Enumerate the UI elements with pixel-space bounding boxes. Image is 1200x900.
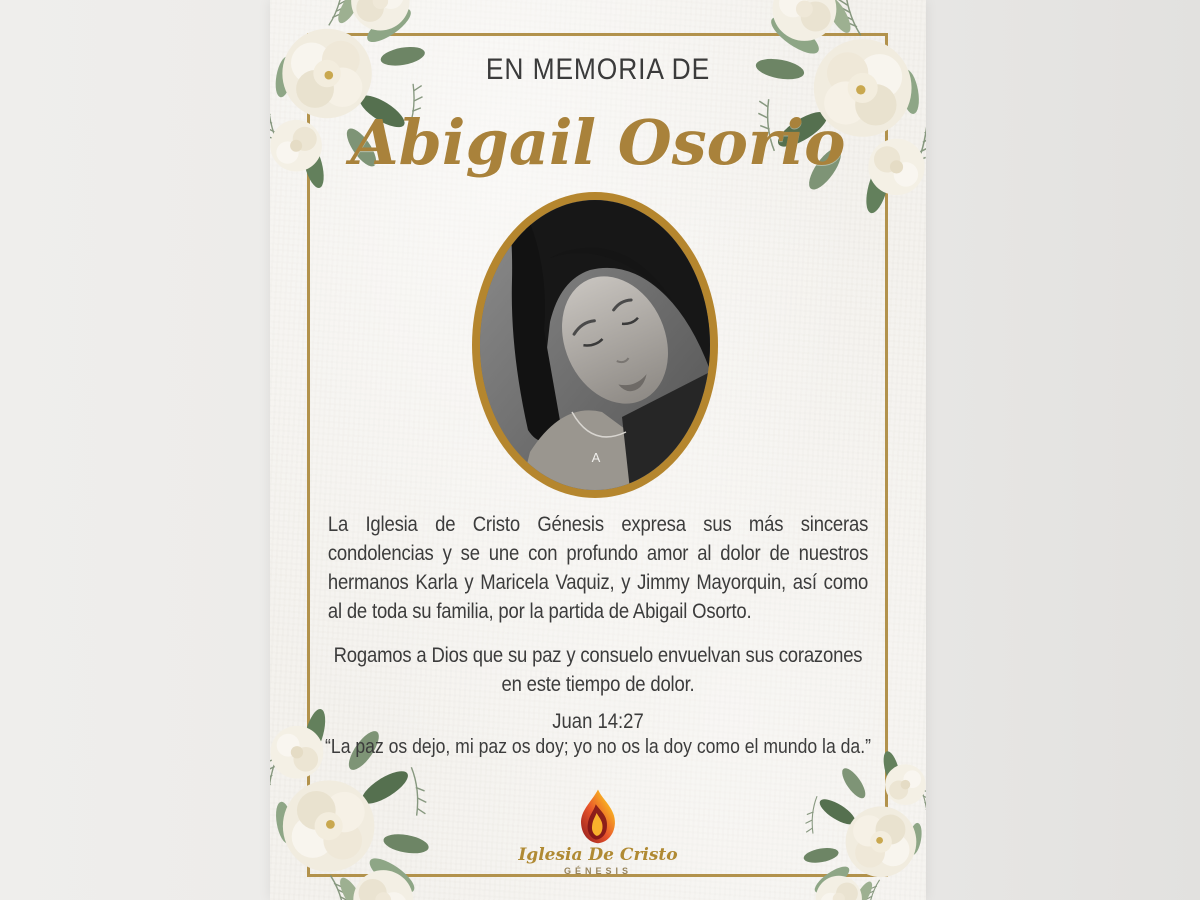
verse-reference: Juan 14:27	[552, 710, 644, 733]
portrait-photo	[472, 192, 718, 498]
memorial-card	[270, 0, 926, 900]
pendant-letter: A	[591, 450, 601, 465]
page-title: Abigail Osorio	[350, 106, 846, 179]
church-name: Iglesia De Cristo	[518, 845, 678, 865]
church-subtitle: GÉNESIS	[563, 866, 632, 876]
memorial-header: EN MEMORIA DE	[485, 53, 711, 86]
flame-icon	[575, 788, 621, 844]
condolence-paragraph: La Iglesia de Cristo Génesis expresa sus más sinceras condolencias y se une con profundo amor al dolor de nuestros hermanos Karla y Maricela Vaquiz, y Jimmy Mayorquin, así como al de toda su familia, por la partida de Abigail Osorto.	[327, 513, 869, 623]
verse-quote: “La paz os dejo, mi paz os doy; yo no os la doy como el mundo la da.”	[325, 736, 871, 758]
woman-portrait-icon	[480, 200, 710, 490]
church-logo	[270, 788, 926, 876]
prayer-paragraph: Rogamos a Dios que su paz y consuelo envuelvan sus corazones en este tiempo de dolor.	[333, 644, 863, 696]
